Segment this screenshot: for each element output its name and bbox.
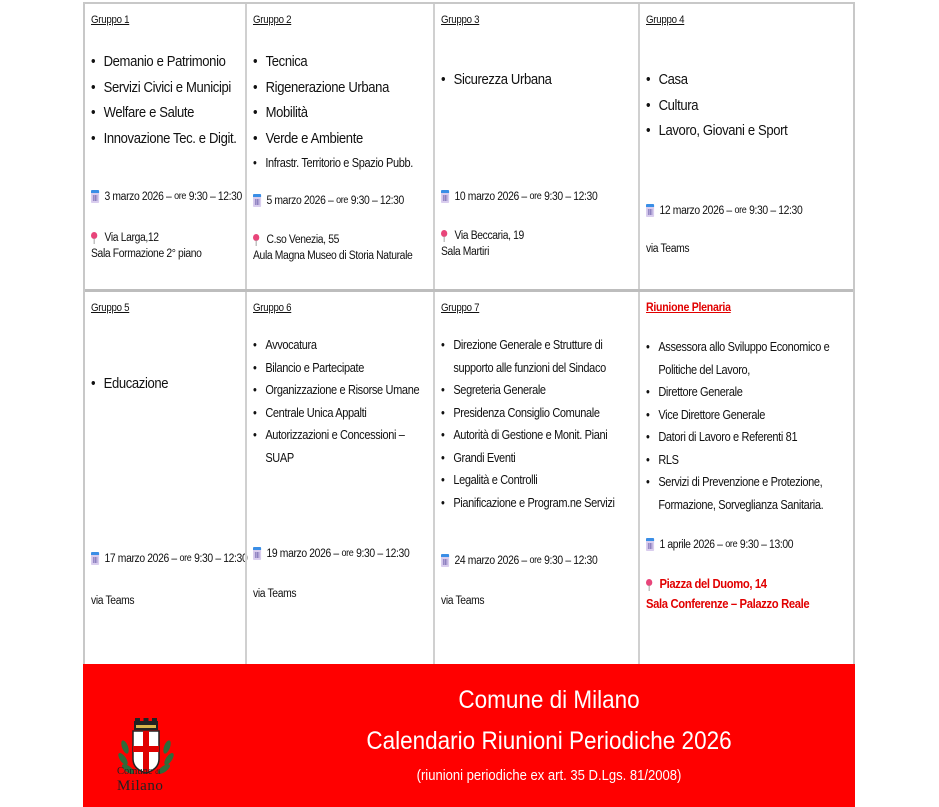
group-item: • Rigenerazione Urbana: [253, 76, 413, 102]
meeting-location: [646, 241, 689, 257]
group-item: • Datori di Lavoro e Referenti 81: [646, 426, 826, 449]
group-title: Gruppo 6: [253, 302, 292, 314]
meeting-datetime: [441, 554, 597, 567]
meeting-room: Sala Conferenze – Palazzo Reale: [646, 597, 810, 611]
calendar-icon: [441, 554, 449, 567]
group-item: • Autorità di Gestione e Monit. Piani: [441, 424, 613, 447]
meeting-datetime: [646, 204, 802, 217]
calendar-row-2: [85, 292, 853, 666]
group-item: • Pianificazione e Program.ne Servizi: [441, 492, 613, 515]
map-pin-icon: [91, 232, 97, 239]
group-item: • Infrastr. Territorio e Spazio Pubb.: [253, 152, 410, 175]
logo-text-comune: [117, 766, 161, 777]
meeting-time: 9:30 – 12:30: [356, 547, 410, 560]
meeting-date: 19 marzo 2026 –: [266, 547, 339, 560]
group-item: • Servizi di Prevenzione e Protezione, Formazione, Sorveglianza Sanitaria.: [646, 471, 848, 516]
group-item: • Mobilità: [253, 101, 413, 127]
group-item: • RLS: [646, 449, 826, 472]
group-2-card: [245, 4, 433, 289]
group-title: Gruppo 4: [646, 14, 685, 26]
meeting-address: Via Larga,12: [104, 232, 159, 244]
group-title: Gruppo 5: [91, 302, 130, 314]
group-6-card: [245, 292, 433, 666]
meeting-time: 9:30 – 12:30: [194, 552, 248, 565]
group-item: • Sicurezza Urbana: [441, 68, 617, 94]
group-item: • Autorizzazioni e Concessioni – SUAP: [253, 424, 428, 469]
group-item: • Avvocatura: [253, 334, 410, 357]
meeting-location: [91, 230, 202, 262]
meeting-ore: ore: [341, 548, 354, 559]
meeting-location: [253, 232, 412, 264]
calendar-icon: [441, 190, 449, 203]
meeting-date: 12 marzo 2026 –: [659, 204, 732, 217]
map-pin-icon: [441, 230, 447, 237]
meeting-ore: ore: [529, 191, 542, 202]
meeting-date: 17 marzo 2026 –: [104, 552, 177, 565]
group-items: [91, 372, 243, 398]
meeting-time: 9:30 – 13:00: [739, 538, 794, 551]
logo-word-di: di: [155, 768, 161, 776]
meeting-ore: ore: [174, 191, 187, 202]
meeting-location: [646, 574, 809, 614]
map-pin-icon: [253, 234, 259, 241]
group-items: [253, 334, 431, 469]
calendar-icon: [91, 552, 99, 565]
group-item: • Tecnica: [253, 50, 413, 76]
group-item: • Innovazione Tec. e Digit.: [91, 127, 228, 153]
group-title: Gruppo 7: [441, 302, 480, 314]
group-item: • Verde e Ambiente: [253, 127, 413, 153]
meeting-location: [91, 593, 134, 609]
meeting-address: Piazza del Duomo, 14: [659, 577, 767, 591]
group-item: • Servizi Civici e Municipi: [91, 76, 228, 102]
meeting-datetime: [646, 538, 793, 551]
meeting-ore: ore: [734, 205, 747, 216]
meeting-room: Aula Magna Museo di Storia Naturale: [253, 250, 413, 262]
group-item: • Demanio e Patrimonio: [91, 50, 228, 76]
meeting-time: 9:30 – 12:30: [544, 190, 598, 203]
meeting-datetime: [253, 547, 409, 560]
meeting-date: 24 marzo 2026 –: [454, 554, 527, 567]
footer-subtitle: Calendario Riunioni Periodiche 2026: [366, 727, 732, 755]
group-3-card: [433, 4, 638, 289]
meeting-room: Sala Martiri: [441, 246, 490, 258]
group-item: • Organizzazione e Risorse Umane: [253, 379, 410, 402]
footer-banner: [83, 664, 855, 807]
meeting-time: 9:30 – 12:30: [749, 204, 803, 217]
calendar-icon: [91, 190, 99, 203]
group-items-extra: [253, 152, 431, 175]
group-title: Gruppo 1: [91, 14, 130, 26]
meeting-location: [441, 228, 524, 260]
meeting-time: 9:30 – 12:30: [544, 554, 598, 567]
group-4-card: [638, 4, 853, 289]
group-items: [441, 68, 636, 94]
meeting-time: 9:30 – 12:30: [350, 194, 404, 207]
group-item: • Educazione: [91, 372, 228, 398]
meeting-datetime: [441, 190, 597, 203]
calendar-icon: [253, 547, 261, 560]
meeting-ore: ore: [725, 539, 738, 550]
calendar-grid: [83, 2, 855, 664]
calendar-icon: [253, 194, 261, 207]
meeting-address: C.so Venezia, 55: [266, 234, 339, 246]
meeting-date: 10 marzo 2026 –: [454, 190, 527, 203]
group-items: [91, 50, 243, 152]
group-item: • Presidenza Consiglio Comunale: [441, 402, 613, 425]
meeting-date: 1 aprile 2026 –: [659, 538, 723, 551]
meeting-location: [253, 586, 296, 602]
group-item: • Casa: [646, 68, 831, 94]
group-title: Gruppo 2: [253, 14, 292, 26]
group-item: • Assessora allo Sviluppo Economico e Politiche del Lavoro,: [646, 336, 848, 381]
meeting-address: Via Beccaria, 19: [454, 230, 524, 242]
group-title: Gruppo 3: [441, 14, 480, 26]
group-item: • Cultura: [646, 94, 831, 120]
logo-word-comune: Comune: [117, 766, 153, 777]
group-items: [441, 334, 636, 514]
group-items: [646, 68, 851, 145]
group-5-card: [85, 292, 248, 666]
group-item: • Centrale Unica Appalti: [253, 402, 410, 425]
calendar-row-1: [85, 4, 853, 292]
meeting-datetime: [253, 194, 404, 207]
meeting-online: via Teams: [253, 588, 297, 600]
meeting-online: via Teams: [91, 595, 135, 607]
meeting-time: 9:30 – 12:30: [188, 190, 242, 203]
group-7-card: [433, 292, 638, 666]
meeting-ore: ore: [179, 553, 192, 564]
meeting-ore: ore: [336, 195, 349, 206]
group-1-card: [85, 4, 245, 289]
logo-text-milano: Milano: [117, 778, 164, 794]
group-title: Riunione Plenaria: [646, 300, 731, 314]
plenary-meeting-card: [638, 292, 853, 666]
meeting-location: [441, 593, 484, 609]
meeting-room: Sala Formazione 2° piano: [91, 248, 202, 260]
group-item: • Lavoro, Giovani e Sport: [646, 119, 831, 145]
meeting-date: 3 marzo 2026 –: [104, 190, 172, 203]
meeting-datetime: [91, 190, 242, 203]
map-pin-icon: [646, 579, 652, 586]
group-item: • Bilancio e Partecipate: [253, 357, 410, 380]
meeting-datetime: [91, 552, 247, 565]
group-item: • Grandi Eventi: [441, 447, 613, 470]
group-item: • Direzione Generale e Strutture di supporto alle funzioni del Sindaco: [441, 334, 638, 379]
group-items: [253, 50, 431, 152]
meeting-date: 5 marzo 2026 –: [266, 194, 334, 207]
group-item: • Vice Direttore Generale: [646, 404, 826, 427]
calendar-icon: [646, 538, 654, 551]
group-items: [646, 336, 851, 516]
group-item: • Direttore Generale: [646, 381, 826, 404]
group-item: • Welfare e Salute: [91, 101, 228, 127]
meeting-online: via Teams: [441, 595, 485, 607]
footer-title: Comune di Milano: [458, 686, 640, 714]
meeting-online: via Teams: [646, 243, 690, 255]
meeting-ore: ore: [529, 555, 542, 566]
calendar-icon: [646, 204, 654, 217]
footer-note: (riunioni periodiche ex art. 35 D.Lgs. 81/2008): [416, 768, 682, 784]
group-item: • Legalità e Controlli: [441, 469, 613, 492]
group-item: • Segreteria Generale: [441, 379, 613, 402]
